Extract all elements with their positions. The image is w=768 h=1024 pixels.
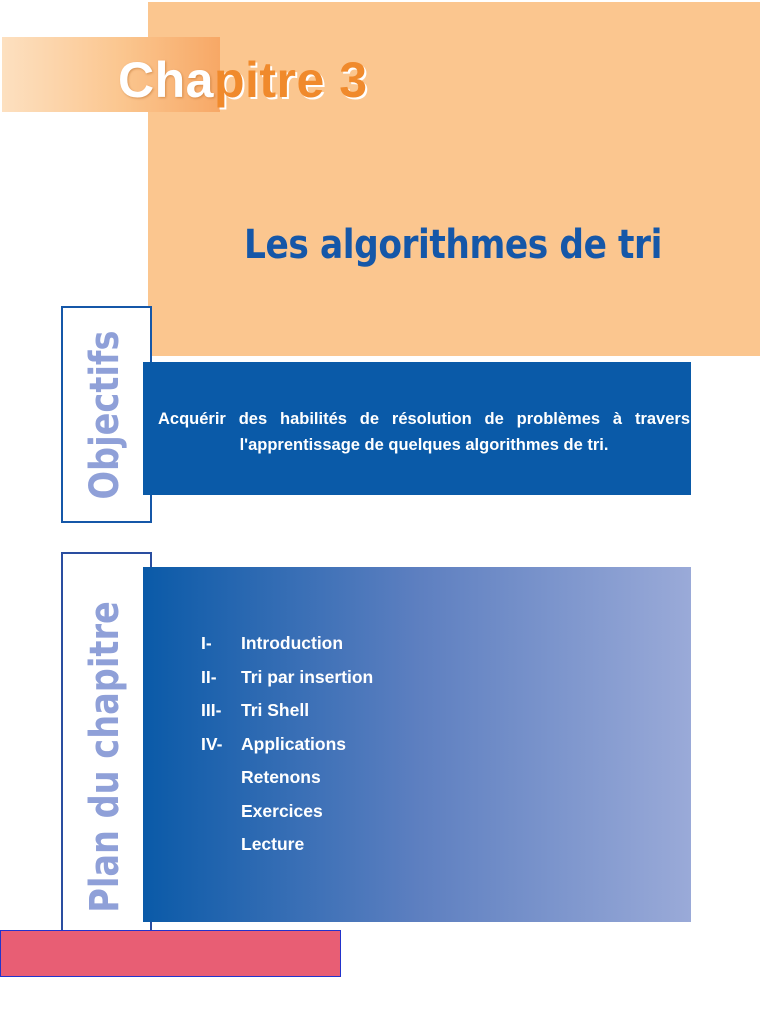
plan-item-label: Tri par insertion [241,666,374,687]
chapter-number [118,50,368,110]
plan-item-number: II- [201,666,217,687]
chapter-number-lead: Cha [118,52,214,108]
plan-item-label: Exercices [241,800,323,821]
plan-item-number: III- [201,700,222,721]
plan-item-label: Introduction [241,633,344,654]
plan-item [201,627,373,661]
plan-item [201,661,373,695]
plan-item [201,694,373,728]
plan-item-label: Tri Shell [241,700,310,721]
plan-item-label: Retenons [241,767,321,788]
plan-item-number: I- [201,633,212,654]
plan-list [201,627,373,862]
plan-heading: Plan du chapitre [82,601,128,913]
footer-accent-bar [0,930,341,977]
plan-item-label: Applications [241,733,347,754]
plan-item [201,795,373,829]
objectives-text: Acquérir des habilités de résolution de problèmes à travers l'apprentissage de quelques algorithmes de tri. [158,410,690,454]
objectives-heading: Objectifs [82,330,128,500]
chapter-title: Les algorithmes de tri [244,222,662,268]
plan-item [201,761,373,795]
plan-item [201,828,373,862]
plan-item-label: Lecture [241,834,305,855]
plan-item-number: IV- [201,733,223,754]
plan-item [201,728,373,762]
chapter-number-rest: pitre 3 [213,52,368,108]
